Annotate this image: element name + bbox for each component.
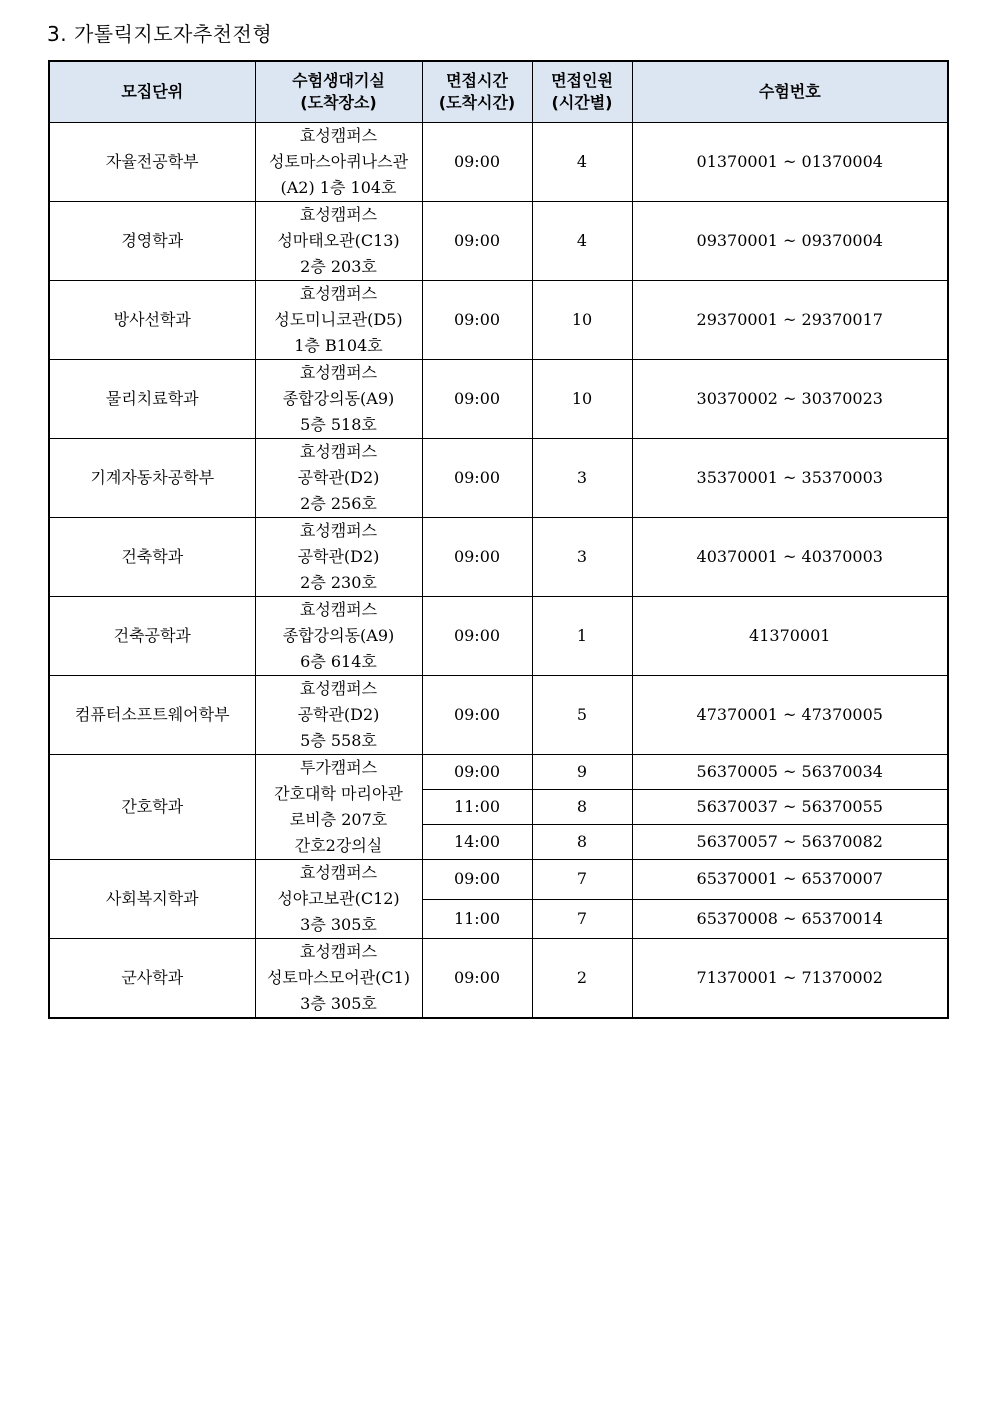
waiting-room-line: 공학관(D2) xyxy=(297,705,380,724)
exam-number-cell: 29370001 ~ 29370017 xyxy=(632,281,948,360)
waiting-room-line: (A2) 1층 104호 xyxy=(280,178,397,197)
unit-cell: 방사선학과 xyxy=(49,281,255,360)
interview-time-cell: 14:00 xyxy=(422,825,532,860)
waiting-room-line: 성토마스모어관(C1) xyxy=(266,968,411,987)
header-waiting-room: 수험생대기실 (도착장소) xyxy=(255,61,422,123)
table-row xyxy=(49,518,948,597)
interview-count-cell: 3 xyxy=(532,518,632,597)
exam-number-cell: 65370008 ~ 65370014 xyxy=(632,899,948,939)
table-row xyxy=(49,439,948,518)
interview-count-cell: 8 xyxy=(532,790,632,825)
waiting-room-line: 효성캠퍼스 xyxy=(299,600,378,619)
waiting-room-line: 성토마스아퀴나스관 xyxy=(268,152,409,171)
table-row xyxy=(49,202,948,281)
waiting-room-cell xyxy=(255,597,422,676)
table-row xyxy=(49,360,948,439)
waiting-room-line: 3층 305호 xyxy=(300,915,377,934)
unit-cell: 건축공학과 xyxy=(49,597,255,676)
interview-count-cell: 2 xyxy=(532,939,632,1019)
waiting-room-line: 2층 203호 xyxy=(300,257,377,276)
waiting-room-cell xyxy=(255,518,422,597)
interview-count-cell: 4 xyxy=(532,202,632,281)
waiting-room-line: 효성캠퍼스 xyxy=(299,205,378,224)
waiting-room-cell xyxy=(255,202,422,281)
waiting-room-cell xyxy=(255,860,422,939)
unit-cell: 건축학과 xyxy=(49,518,255,597)
waiting-room-line: 투가캠퍼스 xyxy=(299,758,378,777)
waiting-room-cell xyxy=(255,939,422,1019)
waiting-room-line: 성야고보관(C12) xyxy=(277,889,400,908)
unit-cell: 군사학과 xyxy=(49,939,255,1019)
table-row xyxy=(49,676,948,755)
waiting-room-line: 1층 B104호 xyxy=(294,336,383,355)
waiting-room-line: 효성캠퍼스 xyxy=(299,442,378,461)
waiting-room-line: 간호2강의실 xyxy=(294,836,383,855)
exam-number-cell: 56370037 ~ 56370055 xyxy=(632,790,948,825)
waiting-room-line: 효성캠퍼스 xyxy=(299,942,378,961)
waiting-room-cell xyxy=(255,676,422,755)
table-row xyxy=(49,939,948,1019)
unit-cell: 사회복지학과 xyxy=(49,860,255,939)
unit-cell: 기계자동차공학부 xyxy=(49,439,255,518)
exam-number-cell: 56370005 ~ 56370034 xyxy=(632,755,948,790)
interview-time-cell: 09:00 xyxy=(422,755,532,790)
waiting-room-cell xyxy=(255,281,422,360)
unit-cell: 간호학과 xyxy=(49,755,255,860)
exam-number-cell: 71370001 ~ 71370002 xyxy=(632,939,948,1019)
interview-time-cell: 09:00 xyxy=(422,439,532,518)
interview-count-cell: 3 xyxy=(532,439,632,518)
interview-count-cell: 9 xyxy=(532,755,632,790)
interview-count-cell: 1 xyxy=(532,597,632,676)
table-row xyxy=(49,123,948,202)
waiting-room-line: 5층 518호 xyxy=(300,415,377,434)
waiting-room-line: 효성캠퍼스 xyxy=(299,863,378,882)
exam-number-cell: 35370001 ~ 35370003 xyxy=(632,439,948,518)
waiting-room-line: 간호대학 마리아관 xyxy=(274,784,403,803)
exam-number-cell: 01370001 ~ 01370004 xyxy=(632,123,948,202)
waiting-room-line: 효성캠퍼스 xyxy=(299,679,378,698)
waiting-room-cell xyxy=(255,439,422,518)
waiting-room-line: 종합강의동(A9) xyxy=(282,389,395,408)
waiting-room-line: 로비층 207호 xyxy=(289,810,388,829)
waiting-room-cell xyxy=(255,123,422,202)
interview-time-cell: 09:00 xyxy=(422,360,532,439)
unit-cell: 물리치료학과 xyxy=(49,360,255,439)
interview-count-cell: 4 xyxy=(532,123,632,202)
interview-count-cell: 7 xyxy=(532,860,632,900)
header-unit: 모집단위 xyxy=(49,61,255,123)
waiting-room-line: 2층 230호 xyxy=(300,573,377,592)
waiting-room-line: 공학관(D2) xyxy=(297,468,380,487)
header-row xyxy=(49,61,948,123)
table-body xyxy=(49,123,948,1019)
unit-cell: 자율전공학부 xyxy=(49,123,255,202)
table-row xyxy=(49,755,948,790)
waiting-room-cell xyxy=(255,360,422,439)
waiting-room-line: 성마태오관(C13) xyxy=(277,231,400,250)
interview-count-cell: 10 xyxy=(532,281,632,360)
interview-count-cell: 7 xyxy=(532,899,632,939)
waiting-room-line: 효성캠퍼스 xyxy=(299,363,378,382)
exam-number-cell: 09370001 ~ 09370004 xyxy=(632,202,948,281)
table-row xyxy=(49,281,948,360)
waiting-room-line: 효성캠퍼스 xyxy=(299,284,378,303)
exam-number-cell: 65370001 ~ 65370007 xyxy=(632,860,948,900)
waiting-room-line: 3층 305호 xyxy=(300,994,377,1013)
exam-number-cell: 30370002 ~ 30370023 xyxy=(632,360,948,439)
interview-time-cell: 09:00 xyxy=(422,939,532,1019)
interview-count-cell: 10 xyxy=(532,360,632,439)
interview-time-cell: 09:00 xyxy=(422,281,532,360)
unit-cell: 경영학과 xyxy=(49,202,255,281)
interview-time-cell: 11:00 xyxy=(422,899,532,939)
table-row xyxy=(49,860,948,900)
exam-number-cell: 47370001 ~ 47370005 xyxy=(632,676,948,755)
waiting-room-line: 5층 558호 xyxy=(300,731,377,750)
waiting-room-line: 6층 614호 xyxy=(300,652,377,671)
waiting-room-line: 효성캠퍼스 xyxy=(299,521,378,540)
waiting-room-line: 종합강의동(A9) xyxy=(282,626,395,645)
waiting-room-cell xyxy=(255,755,422,860)
exam-number-cell: 40370001 ~ 40370003 xyxy=(632,518,948,597)
interview-count-cell: 5 xyxy=(532,676,632,755)
interview-time-cell: 09:00 xyxy=(422,202,532,281)
interview-time-cell: 11:00 xyxy=(422,790,532,825)
header-exam-number: 수험번호 xyxy=(632,61,948,123)
waiting-room-line: 2층 256호 xyxy=(300,494,377,513)
exam-number-cell: 41370001 xyxy=(632,597,948,676)
exam-number-cell: 56370057 ~ 56370082 xyxy=(632,825,948,860)
waiting-room-line: 공학관(D2) xyxy=(297,547,380,566)
interview-schedule-table xyxy=(48,60,949,1019)
interview-time-cell: 09:00 xyxy=(422,676,532,755)
header-interview-count: 면접인원 (시간별) xyxy=(532,61,632,123)
table-row xyxy=(49,597,948,676)
interview-time-cell: 09:00 xyxy=(422,597,532,676)
interview-count-cell: 8 xyxy=(532,825,632,860)
interview-time-cell: 09:00 xyxy=(422,860,532,900)
interview-time-cell: 09:00 xyxy=(422,518,532,597)
interview-time-cell: 09:00 xyxy=(422,123,532,202)
waiting-room-line: 효성캠퍼스 xyxy=(299,126,378,145)
header-interview-time: 면접시간 (도착시간) xyxy=(422,61,532,123)
waiting-room-line: 성도미니코관(D5) xyxy=(274,310,403,329)
page-title: 3. 가톨릭지도자추천전형 xyxy=(47,22,273,46)
unit-cell: 컴퓨터소프트웨어학부 xyxy=(49,676,255,755)
